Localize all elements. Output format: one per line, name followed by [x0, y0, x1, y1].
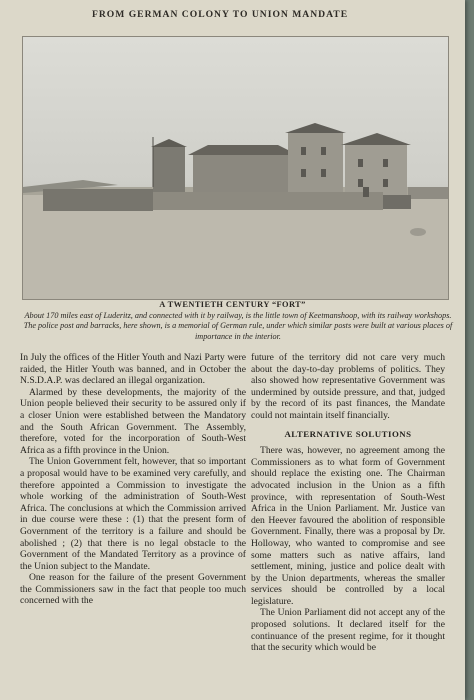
fort-photograph — [22, 36, 449, 300]
right-column — [251, 352, 445, 654]
right-paragraph-1: future of the territory did not care very much about the day-to-day problems of politics. They also showed how representative Government was undermined by outside pressure, and that, judged by the record of its past finances, the Mandate could not maintain itself financially. — [251, 352, 445, 421]
left-paragraph-1: In July the offices of the Hitler Youth and Nazi Party were raided, the Hitler Youth was banned, and in October the N.S.D.A.P. was declared an illegal organization. — [20, 352, 246, 387]
left-column — [20, 352, 246, 607]
figure-caption: About 170 miles east of Luderitz, and connected with it by railway, is the little town of Keetmanshoop, with its railway workshops. The police post and barracks, here shown, is a memorial of German rule, under which similar posts were built at various places of importance in the interior. — [23, 311, 453, 341]
fort-photo-illustration — [23, 37, 448, 299]
right-paragraph-2: There was, however, no agreement among the Commissioners as to what form of Government should replace the existing one. The Chairman advocated inclusion in the Union as a fifth province, with representation of South-West Africa in the Union Parliament. Mr. Justice van den Heever favoured the abolition of responsible Government. Finally, there was a proposal by Dr. Holloway, who wanted to compromise and see some matters such as native affairs, land settlement, mining, justice and police dealt with by the Union departments, whereas the smaller services should be controlled by a local legislature. — [251, 445, 445, 607]
right-paragraph-3: The Union Parliament did not accept any of the proposed solutions. It declared itself for the continuance of the present regime, for it thought that the security which would be — [251, 607, 445, 654]
running-title: FROM GERMAN COLONY TO UNION MANDATE — [92, 9, 349, 20]
left-paragraph-4: One reason for the failure of the present Government the Commissioners saw in the fact that people too much concerned with the — [20, 572, 246, 607]
section-subheading: ALTERNATIVE SOLUTIONS — [284, 428, 412, 439]
figure-title: A TWENTIETH CENTURY “FORT” — [159, 300, 306, 309]
left-paragraph-2: Alarmed by these developments, the majority of the Union people believed their security to be assured only if a closer Union were established between the Mandatory and the South African Government. The Assembly, therefore, voted for the incorporation of South-West Africa as a fifth province in the Union. — [20, 386, 246, 456]
left-paragraph-3: The Union Government felt, however, that so important a proposal would have to be examined very carefully, and therefore appointed a Commission to investigate the whole working of the administration of South-West Africa. The conclusions at which the Commission arrived in due course were these : (1) that the present form of Government of the territory is a failure and should be abolished ; (2) that there is no legal obstacle to the Government of the Mandated Territory as a province of the Union subject to the Mandate. — [20, 456, 246, 572]
